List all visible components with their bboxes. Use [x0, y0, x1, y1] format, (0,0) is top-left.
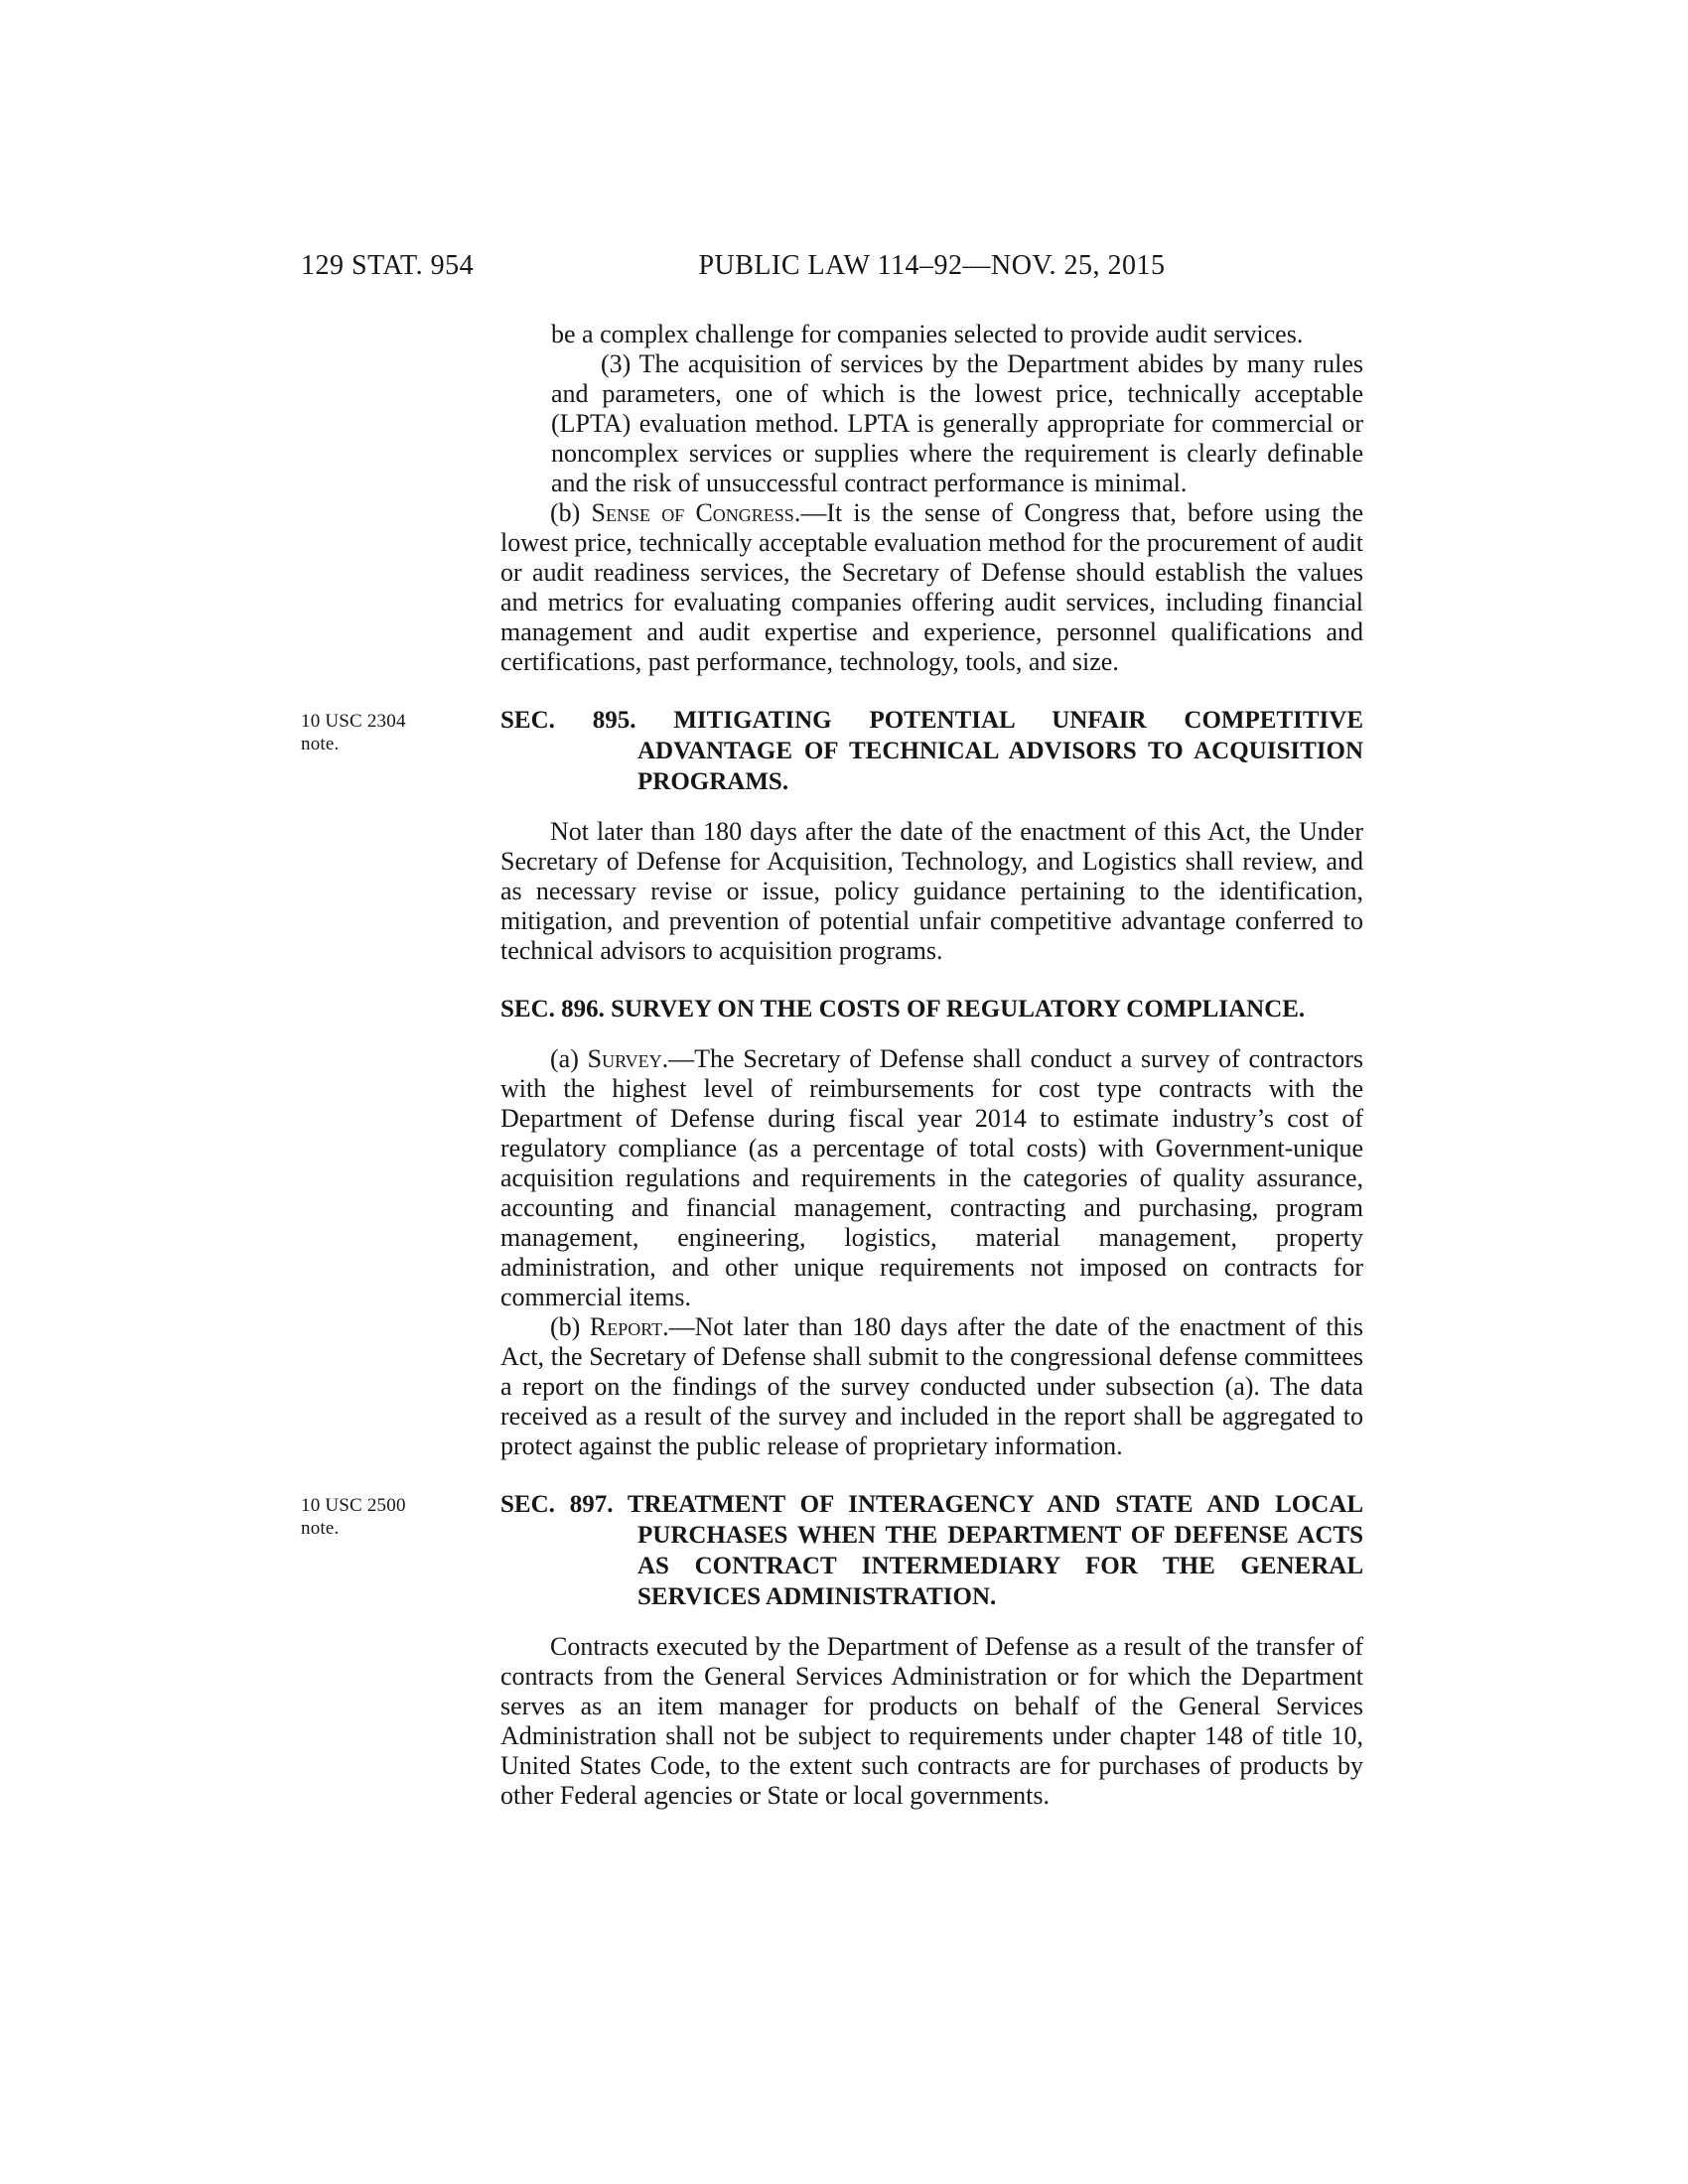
- paragraph-clause-3: (3) The acquisition of services by the Department abides by many rules and parameters, one of which is the lowest price, technically acceptable (LPTA) evaluation method. LPTA is generally appropriate for commercial or noncomplex services or supplies where the requirement is clearly definable and the risk of unsuccessful contract performance is minimal.: [551, 349, 1363, 497]
- section-895-heading: SEC. 895. MITIGATING POTENTIAL UNFAIR COMPETITIVE ADVANTAGE OF TECHNICAL ADVISORS TO ACQUISITION PROGRAMS.: [500, 707, 1363, 795]
- law-title: PUBLIC LAW 114–92—NOV. 25, 2015: [698, 250, 1166, 281]
- paragraph-sense-of-congress: [500, 498, 1363, 677]
- section-896-paragraph-a: [500, 1044, 1363, 1312]
- section-896: [500, 994, 1363, 1461]
- smallcaps-lead: Survey: [587, 1044, 662, 1073]
- clause-text: .—The Secretary of Defense shall conduct a survey of contractors with the highest level of reimbursements for cost type contracts with the Department of Defense during fiscal year 2014 to estimate industry’s cost of regulatory compliance (as a percentage of total costs) with Government-unique acquisition regulations and requirements in the categories of quality assurance, accounting and financial management, contracting and purchasing, program management, engineering, logistics, material management, property administration, and other unique requirements not imposed on contracts for commercial items.: [500, 1044, 1363, 1311]
- section-896-paragraph-b: [500, 1312, 1363, 1461]
- page-header: [0, 250, 1688, 292]
- smallcaps-lead: Sense of Congress: [591, 498, 794, 527]
- clause-text: .—Not later than 180 days after the date of the enactment of this Act, the Secretary of Defense shall submit to the congressional defense committees a report on the findings of the survey conducted under subsection (a). The data received as a result of the survey and included in the report shall be aggregated to protect against the public release of proprietary information.: [500, 1312, 1363, 1460]
- clause-text: .—It is the sense of Congress that, before using the lowest price, technically acceptable evaluation method for the procurement of audit or audit readiness services, the Secretary of Defense should establish the values and metrics for evaluating companies offering audit services, including financial management and audit expertise and experience, personnel qualifications and certifications, past performance, technology, tools, and size.: [500, 498, 1363, 676]
- clause-letter: (b): [550, 1312, 590, 1341]
- clause-letter: (b): [550, 498, 592, 527]
- page-body: [301, 320, 1363, 1811]
- section-895: [301, 705, 1363, 966]
- paragraph-continuation: be a complex challenge for companies selected to provide audit services.: [551, 320, 1304, 348]
- margin-note-10-usc-2500: 10 USC 2500 note.: [301, 1495, 406, 1539]
- smallcaps-lead: Report: [589, 1312, 663, 1341]
- section-896-heading: SEC. 896. SURVEY ON THE COSTS OF REGULATORY COMPLIANCE.: [500, 996, 1306, 1023]
- margin-note-10-usc-2304: 10 USC 2304 note.: [301, 711, 406, 754]
- section-897-heading: SEC. 897. TREATMENT OF INTERAGENCY AND STATE AND LOCAL PURCHASES WHEN THE DEPARTMENT OF DEFENSE ACTS AS CONTRACT INTERMEDIARY FOR THE GENERAL SERVICES ADMINISTRATION.: [500, 1491, 1363, 1610]
- section-897-body: Contracts executed by the Department of Defense as a result of the transfer of contracts from the General Services Administration or for which the Department serves as an item manager for products on behalf of the General Services Administration shall not be subject to requirements under chapter 148 of title 10, United States Code, to the extent such contracts are for purchases of products by other Federal agencies or State or local governments.: [500, 1632, 1363, 1810]
- section-897: [301, 1489, 1363, 1811]
- stat-page-number: 129 STAT. 954: [301, 250, 475, 281]
- clause-letter: (a): [550, 1044, 588, 1073]
- section-895-body: Not later than 180 days after the date of the enactment of this Act, the Under Secretary of Defense for Acquisition, Technology, and Logistics shall review, and as necessary revise or issue, policy guidance pertaining to the identification, mitigation, and prevention of potential unfair competitive advantage conferred to technical advisors to acquisition programs.: [500, 817, 1363, 965]
